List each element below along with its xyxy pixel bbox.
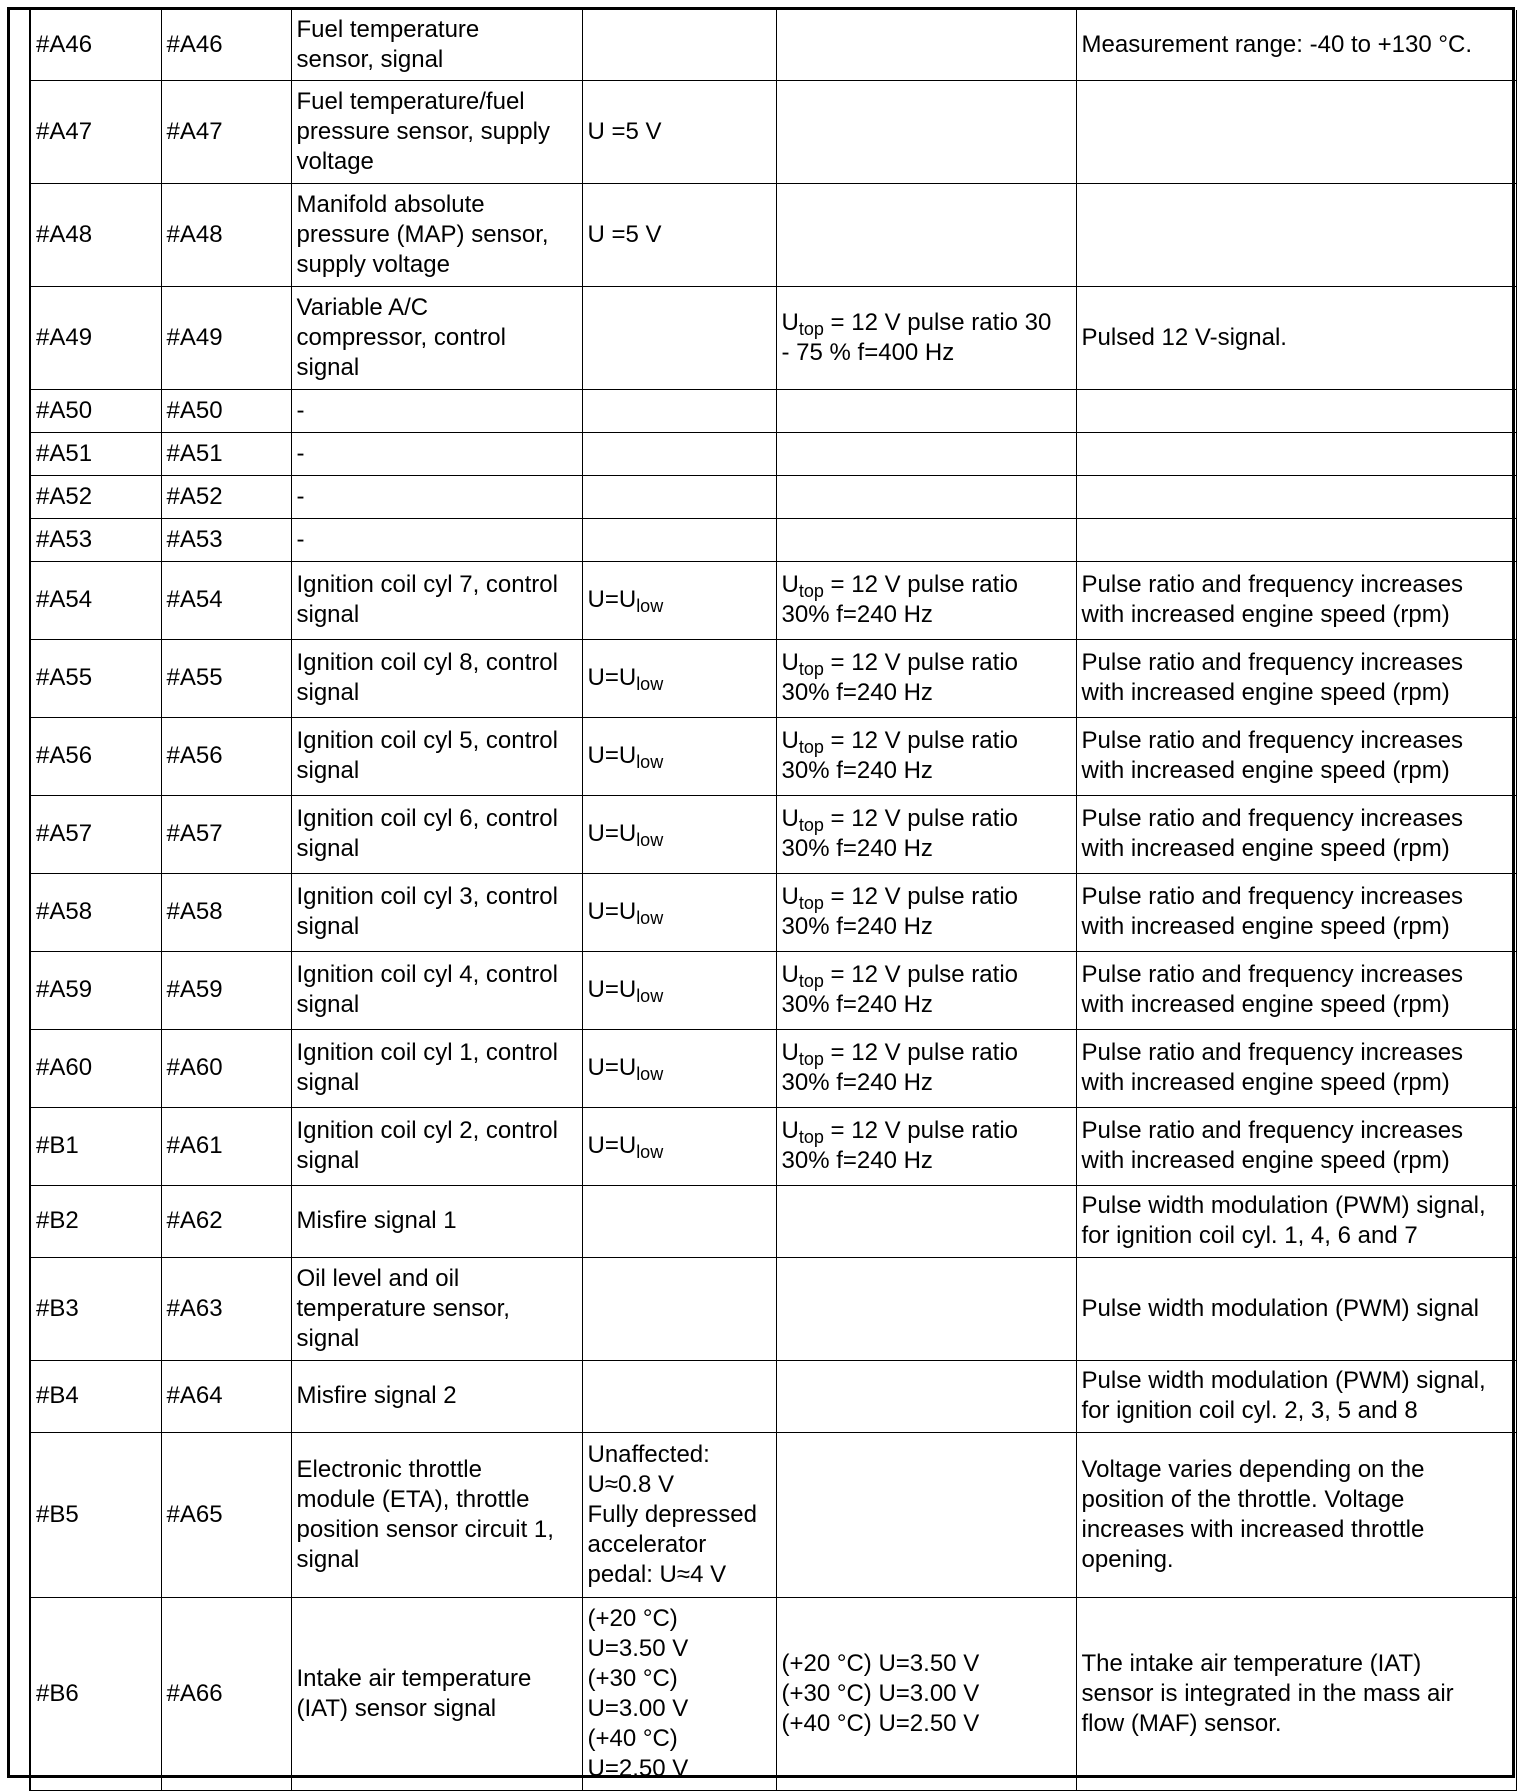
table-row (30, 518, 1516, 561)
pin-b-cell: #A64 (161, 1360, 291, 1432)
table-row (30, 1597, 1516, 1790)
subscript: top (798, 737, 824, 757)
table-row (30, 1185, 1516, 1257)
note-cell: Pulse ratio and frequency increases with increased engine speed (rpm) (1076, 795, 1516, 873)
subscript: low (636, 752, 664, 772)
table-row (30, 10, 1516, 80)
description-cell: Fuel temperature/fuel pressure sensor, supply voltage (291, 80, 582, 183)
pin-a-cell: #A57 (30, 795, 161, 873)
pin-a-cell: #A52 (30, 475, 161, 518)
pin-b-cell: #A49 (161, 286, 291, 389)
note-cell (1076, 518, 1516, 561)
pin-a-cell: #A54 (30, 561, 161, 639)
pin-a-cell: #B1 (30, 1107, 161, 1185)
pin-a-cell: #A48 (30, 183, 161, 286)
pin-b-cell: #A48 (161, 183, 291, 286)
value2-cell (776, 432, 1076, 475)
description-cell: Intake air temperature (IAT) sensor signal (291, 1597, 582, 1790)
description-cell: Electronic throttle module (ETA), throttle position sensor circuit 1, signal (291, 1432, 582, 1597)
pin-b-cell: #A59 (161, 951, 291, 1029)
description-cell: Ignition coil cyl 3, control signal (291, 873, 582, 951)
pin-b-cell: #A58 (161, 873, 291, 951)
pin-b-cell: #A52 (161, 475, 291, 518)
table-row (30, 1360, 1516, 1432)
table-row (30, 432, 1516, 475)
pin-a-cell: #B2 (30, 1185, 161, 1257)
pin-b-cell: #A47 (161, 80, 291, 183)
description-cell: - (291, 475, 582, 518)
value2-cell (776, 80, 1076, 183)
description-cell: Fuel temperature sensor, signal (291, 10, 582, 80)
pin-b-cell: #A66 (161, 1597, 291, 1790)
pin-b-cell: #A53 (161, 518, 291, 561)
pin-b-cell: #A61 (161, 1107, 291, 1185)
value2-cell: $U_{top} = 12$ V pulse ratio 30% f=240 Hz (776, 1107, 1076, 1185)
description-cell: Ignition coil cyl 4, control signal (291, 951, 582, 1029)
value2-cell: $U_{top} = 12$ V pulse ratio 30% f=240 Hz (776, 951, 1076, 1029)
note-cell: Pulse width modulation (PWM) signal, for ignition coil cyl. 2, 3, 5 and 8 (1076, 1360, 1516, 1432)
note-cell: Pulse ratio and frequency increases with increased engine speed (rpm) (1076, 717, 1516, 795)
pin-a-cell: #B3 (30, 1257, 161, 1360)
pin-b-cell: #A57 (161, 795, 291, 873)
value2-cell: $U_{top} = 12$ V pulse ratio 30% f=240 Hz (776, 873, 1076, 951)
pin-b-cell: #A62 (161, 1185, 291, 1257)
pin-b-cell: #A60 (161, 1029, 291, 1107)
table-row (30, 1257, 1516, 1360)
table-row (30, 561, 1516, 639)
table-row (30, 475, 1516, 518)
pin-b-cell: #A63 (161, 1257, 291, 1360)
value2-cell (776, 183, 1076, 286)
pin-b-cell: #A46 (161, 10, 291, 80)
note-cell: Pulse ratio and frequency increases with increased engine speed (rpm) (1076, 1107, 1516, 1185)
subscript: top (798, 581, 824, 601)
pin-b-cell: #A56 (161, 717, 291, 795)
pin-b-cell: #A54 (161, 561, 291, 639)
subscript: top (798, 659, 824, 679)
value1-cell (582, 1185, 776, 1257)
value1-cell: $U=U_{low}$ (582, 639, 776, 717)
subscript: low (636, 986, 664, 1006)
note-cell (1076, 432, 1516, 475)
value2-cell (776, 518, 1076, 561)
value1-cell (582, 432, 776, 475)
description-cell: - (291, 432, 582, 475)
subscript: top (798, 971, 824, 991)
subscript: low (636, 1142, 664, 1162)
value2-cell (776, 1360, 1076, 1432)
note-cell: The intake air temperature (IAT) sensor is integrated in the mass air flow (MAF) sensor. (1076, 1597, 1516, 1790)
table-row (30, 80, 1516, 183)
subscript: top (798, 1127, 824, 1147)
table-row (30, 951, 1516, 1029)
value1-cell: $U=U_{low}$ (582, 561, 776, 639)
note-cell (1076, 389, 1516, 432)
pin-b-cell: #A65 (161, 1432, 291, 1597)
description-cell: Misfire signal 1 (291, 1185, 582, 1257)
pin-a-cell: #B5 (30, 1432, 161, 1597)
description-cell: Manifold absolute pressure (MAP) sensor, supply voltage (291, 183, 582, 286)
note-cell (1076, 80, 1516, 183)
note-cell (1076, 183, 1516, 286)
description-cell: Ignition coil cyl 8, control signal (291, 639, 582, 717)
table-row (30, 1432, 1516, 1597)
value2-cell (776, 389, 1076, 432)
subscript: top (798, 815, 824, 835)
subscript: low (636, 908, 664, 928)
value1-cell (582, 475, 776, 518)
note-cell: Pulse width modulation (PWM) signal (1076, 1257, 1516, 1360)
pin-a-cell: #A55 (30, 639, 161, 717)
pin-table (29, 10, 1517, 1791)
pin-a-cell: #A53 (30, 518, 161, 561)
pin-a-cell: #A59 (30, 951, 161, 1029)
description-cell: Ignition coil cyl 6, control signal (291, 795, 582, 873)
subscript: low (636, 830, 664, 850)
note-cell: Pulse ratio and frequency increases with increased engine speed (rpm) (1076, 1029, 1516, 1107)
description-cell: - (291, 518, 582, 561)
value2-cell: $U_{top} = 12$ V pulse ratio 30% f=240 Hz (776, 639, 1076, 717)
description-cell: - (291, 389, 582, 432)
pin-a-cell: #A60 (30, 1029, 161, 1107)
value1-cell (582, 1257, 776, 1360)
table-row (30, 1029, 1516, 1107)
value1-cell (582, 389, 776, 432)
pin-table-body (30, 10, 1516, 1790)
value1-cell: $U=U_{low}$ (582, 951, 776, 1029)
table-row (30, 717, 1516, 795)
subscript: low (636, 674, 664, 694)
subscript: top (798, 318, 824, 339)
note-cell: Voltage varies depending on the position of the throttle. Voltage increases with increased throttle opening. (1076, 1432, 1516, 1597)
value2-cell (776, 1257, 1076, 1360)
pin-a-cell: #A51 (30, 432, 161, 475)
value2-cell (776, 1185, 1076, 1257)
note-cell (1076, 475, 1516, 518)
value2-cell: $U_{top} = 12$ V pulse ratio 30% f=240 Hz (776, 795, 1076, 873)
description-cell: Misfire signal 2 (291, 1360, 582, 1432)
note-cell: Pulse ratio and frequency increases with increased engine speed (rpm) (1076, 639, 1516, 717)
pin-a-cell: #B6 (30, 1597, 161, 1790)
description-cell: Variable A/C compressor, control signal (291, 286, 582, 389)
table-row (30, 795, 1516, 873)
subscript: top (798, 1049, 824, 1069)
pin-a-cell: #A56 (30, 717, 161, 795)
note-cell: Pulse ratio and frequency increases with increased engine speed (rpm) (1076, 951, 1516, 1029)
value2-cell (776, 1432, 1076, 1597)
value1-cell (582, 518, 776, 561)
note-cell: Pulse ratio and frequency increases with increased engine speed (rpm) (1076, 873, 1516, 951)
note-cell: Pulsed 12 V-signal. (1076, 286, 1516, 389)
pin-a-cell: #A50 (30, 389, 161, 432)
value2-cell (776, 10, 1076, 80)
table-row (30, 639, 1516, 717)
value2-cell (776, 475, 1076, 518)
table-row (30, 183, 1516, 286)
value2-cell: $U_{top} = 12$ V pulse ratio 30% f=240 Hz (776, 1029, 1076, 1107)
table-row (30, 873, 1516, 951)
description-cell: Ignition coil cyl 5, control signal (291, 717, 582, 795)
note-cell: Measurement range: -40 to +130 °C. (1076, 10, 1516, 80)
description-cell: Ignition coil cyl 7, control signal (291, 561, 582, 639)
value1-cell: $U=U_{low}$ (582, 873, 776, 951)
value1-cell (582, 286, 776, 389)
note-cell: Pulse width modulation (PWM) signal, for ignition coil cyl. 1, 4, 6 and 7 (1076, 1185, 1516, 1257)
description-cell: Ignition coil cyl 1, control signal (291, 1029, 582, 1107)
value2-cell: $U_{top} = 12$ V pulse ratio 30 - 75 % f=400 Hz (776, 286, 1076, 389)
value2-cell: $U_{top} = 12$ V pulse ratio 30% f=240 Hz (776, 561, 1076, 639)
value1-cell: $U=U_{low}$ (582, 717, 776, 795)
value1-cell (582, 1360, 776, 1432)
pin-b-cell: #A51 (161, 432, 291, 475)
description-cell: Oil level and oil temperature sensor, signal (291, 1257, 582, 1360)
value1-cell (582, 10, 776, 80)
value1-cell: U =5 V (582, 80, 776, 183)
pin-b-cell: #A55 (161, 639, 291, 717)
value2-cell: $U_{top} = 12$ V pulse ratio 30% f=240 Hz (776, 717, 1076, 795)
value1-cell: Unaffected: U≈0.8 V Fully depressed accelerator pedal: U≈4 V (582, 1432, 776, 1597)
table-row (30, 286, 1516, 389)
pin-a-cell: #A47 (30, 80, 161, 183)
document-page (7, 7, 1515, 1782)
value1-cell: $U=U_{low}$ (582, 1029, 776, 1107)
value2-cell: (+20 °C) U=3.50 V (+30 °C) U=3.00 V (+40 °C) U=2.50 V (776, 1597, 1076, 1790)
subscript: top (798, 893, 824, 913)
pin-a-cell: #B4 (30, 1360, 161, 1432)
value1-cell: $U=U_{low}$ (582, 795, 776, 873)
note-cell: Pulse ratio and frequency increases with increased engine speed (rpm) (1076, 561, 1516, 639)
description-cell: Ignition coil cyl 2, control signal (291, 1107, 582, 1185)
table-row (30, 1107, 1516, 1185)
value1-cell: (+20 °C) U=3.50 V (+30 °C) U=3.00 V (+40 °C) U=2.50 V (582, 1597, 776, 1790)
pin-a-cell: #A58 (30, 873, 161, 951)
pin-a-cell: #A49 (30, 286, 161, 389)
pin-b-cell: #A50 (161, 389, 291, 432)
table-row (30, 389, 1516, 432)
subscript: low (636, 1064, 664, 1084)
value1-cell: $U=U_{low}$ (582, 1107, 776, 1185)
value1-cell: U =5 V (582, 183, 776, 286)
pin-a-cell: #A46 (30, 10, 161, 80)
subscript: low (636, 596, 664, 616)
